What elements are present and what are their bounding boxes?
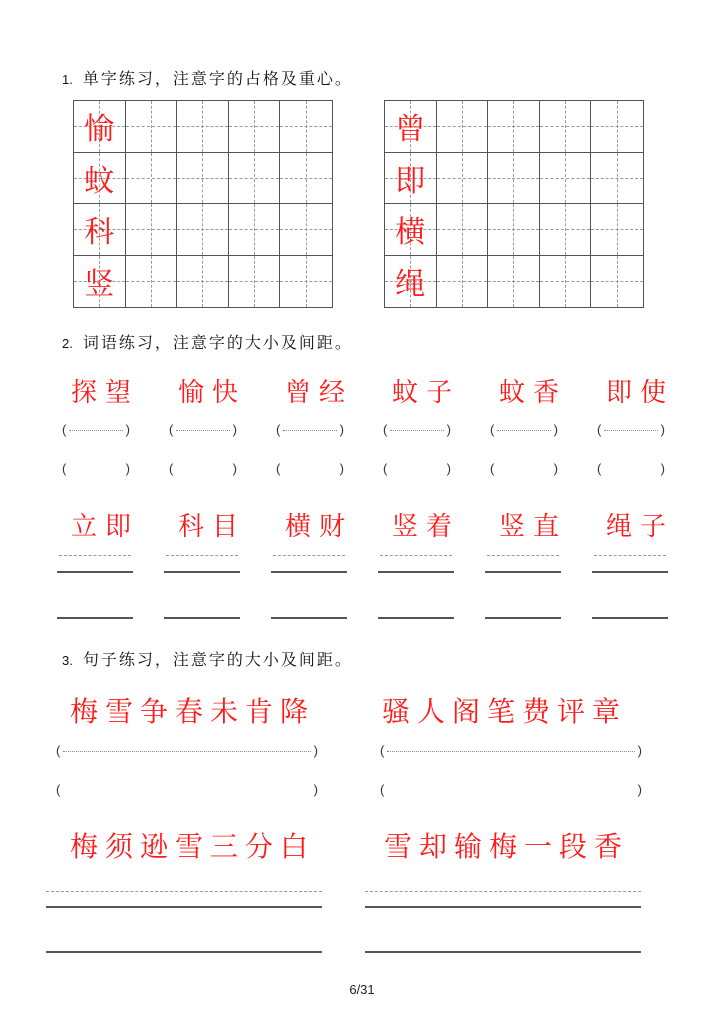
dotted-guide xyxy=(604,430,658,431)
practice-cell[interactable] xyxy=(488,153,540,205)
model-char-cell xyxy=(385,256,437,308)
paren-open: ( xyxy=(169,422,174,437)
paren-open: ( xyxy=(383,422,388,437)
tianzige-grid-left xyxy=(73,100,333,308)
writing-line[interactable] xyxy=(164,617,240,619)
model-word: 立即 xyxy=(70,512,139,542)
model-sentence: 雪却输梅一段香 xyxy=(384,830,630,863)
pinyin-answer-field[interactable] xyxy=(490,422,558,438)
practice-cell[interactable] xyxy=(126,101,178,153)
answer-field[interactable] xyxy=(276,461,344,477)
practice-cell[interactable] xyxy=(488,256,540,308)
writing-line[interactable] xyxy=(592,571,668,573)
model-word: 横财 xyxy=(284,512,353,542)
section-1-heading xyxy=(62,66,353,89)
model-char: 横 xyxy=(395,215,426,251)
paren-open: ( xyxy=(490,422,495,437)
paren-close: ) xyxy=(232,422,237,437)
paren-open: ( xyxy=(62,422,67,437)
model-word: 蚊子 xyxy=(391,378,460,408)
practice-cell[interactable] xyxy=(540,256,592,308)
paren-open: ( xyxy=(380,743,385,758)
paren-open: ( xyxy=(56,743,61,758)
model-char: 即 xyxy=(395,163,426,199)
model-sentence: 骚人阁笔费评章 xyxy=(382,695,628,728)
dotted-guide xyxy=(387,751,635,752)
practice-cell[interactable] xyxy=(229,204,281,256)
writing-line[interactable] xyxy=(592,617,668,619)
paren-close: ) xyxy=(339,422,344,437)
model-word: 愉快 xyxy=(177,378,246,408)
paren-open: ( xyxy=(383,461,388,476)
paren-close: ) xyxy=(660,461,665,476)
model-char-cell xyxy=(74,256,126,308)
dotted-guide-line xyxy=(365,891,641,892)
dotted-guide-line xyxy=(166,555,238,556)
dotted-guide xyxy=(283,430,337,431)
writing-line[interactable] xyxy=(378,617,454,619)
section-2-title: 词语练习，注意字的大小及间距。 xyxy=(82,333,353,352)
dotted-guide xyxy=(63,751,311,752)
section-2-heading xyxy=(62,330,353,353)
paren-open: ( xyxy=(380,782,385,797)
model-char-cell xyxy=(74,204,126,256)
dotted-guide-line xyxy=(59,555,131,556)
practice-cell[interactable] xyxy=(437,153,489,205)
writing-line[interactable] xyxy=(46,951,322,953)
pinyin-answer-field[interactable] xyxy=(169,422,237,438)
practice-cell[interactable] xyxy=(591,256,643,308)
model-char-cell xyxy=(74,153,126,205)
model-word: 竖直 xyxy=(498,512,567,542)
model-sentence: 梅雪争春未肯降 xyxy=(70,695,316,728)
pinyin-answer-field[interactable] xyxy=(383,422,451,438)
paren-close: ) xyxy=(553,461,558,476)
paren-close: ) xyxy=(313,782,318,797)
model-word: 蚊香 xyxy=(498,378,567,408)
paren-open: ( xyxy=(490,461,495,476)
model-word: 即使 xyxy=(605,378,674,408)
answer-field[interactable] xyxy=(62,461,130,477)
section-3-title: 句子练习，注意字的大小及间距。 xyxy=(82,650,353,669)
dotted-guide xyxy=(69,430,123,431)
practice-cell[interactable] xyxy=(591,101,643,153)
paren-close: ) xyxy=(446,461,451,476)
practice-cell[interactable] xyxy=(540,153,592,205)
paren-open: ( xyxy=(169,461,174,476)
practice-cell[interactable] xyxy=(177,101,229,153)
answer-field[interactable] xyxy=(383,461,451,477)
writing-line[interactable] xyxy=(271,617,347,619)
paren-close: ) xyxy=(232,461,237,476)
dotted-guide xyxy=(390,430,444,431)
model-char-cell xyxy=(385,101,437,153)
practice-cell[interactable] xyxy=(177,256,229,308)
paren-close: ) xyxy=(125,422,130,437)
model-char: 蚊 xyxy=(84,163,115,199)
pinyin-answer-field[interactable] xyxy=(62,422,130,438)
practice-cell[interactable] xyxy=(280,256,332,308)
answer-field[interactable] xyxy=(56,782,318,798)
practice-cell[interactable] xyxy=(437,204,489,256)
dotted-guide-line xyxy=(487,555,559,556)
section-1-number: 1. xyxy=(62,72,73,87)
practice-cell[interactable] xyxy=(126,153,178,205)
model-word: 绳子 xyxy=(605,512,674,542)
paren-open: ( xyxy=(62,461,67,476)
writing-line[interactable] xyxy=(365,951,641,953)
pinyin-answer-field[interactable] xyxy=(276,422,344,438)
model-char: 曾 xyxy=(395,112,426,148)
paren-open: ( xyxy=(597,461,602,476)
paren-close: ) xyxy=(339,461,344,476)
dotted-guide-line xyxy=(273,555,345,556)
practice-cell[interactable] xyxy=(177,204,229,256)
paren-open: ( xyxy=(276,422,281,437)
practice-cell[interactable] xyxy=(280,101,332,153)
model-char-cell xyxy=(74,101,126,153)
practice-cell[interactable] xyxy=(280,204,332,256)
practice-cell[interactable] xyxy=(591,204,643,256)
section-1-title: 单字练习，注意字的占格及重心。 xyxy=(82,69,353,88)
paren-open: ( xyxy=(56,782,61,797)
answer-field[interactable] xyxy=(490,461,558,477)
practice-cell[interactable] xyxy=(177,153,229,205)
writing-line[interactable] xyxy=(365,906,641,908)
practice-cell[interactable] xyxy=(229,101,281,153)
paren-close: ) xyxy=(660,422,665,437)
practice-cell[interactable] xyxy=(437,256,489,308)
practice-cell[interactable] xyxy=(437,101,489,153)
dotted-guide-line xyxy=(594,555,666,556)
paren-open: ( xyxy=(597,422,602,437)
tianzige-grid-right xyxy=(384,100,644,308)
pinyin-answer-field[interactable] xyxy=(597,422,665,438)
model-sentence: 梅须逊雪三分白 xyxy=(70,830,316,863)
pinyin-answer-field[interactable] xyxy=(56,743,318,759)
pinyin-answer-field[interactable] xyxy=(380,743,642,759)
writing-line[interactable] xyxy=(46,906,322,908)
dotted-guide xyxy=(176,430,230,431)
model-char-cell xyxy=(385,204,437,256)
section-3-number: 3. xyxy=(62,653,73,668)
practice-cell[interactable] xyxy=(540,204,592,256)
model-char: 愉 xyxy=(84,112,115,148)
practice-cell[interactable] xyxy=(488,204,540,256)
section-2-number: 2. xyxy=(62,336,73,351)
practice-cell[interactable] xyxy=(126,204,178,256)
paren-close: ) xyxy=(637,782,642,797)
paren-close: ) xyxy=(313,743,318,758)
model-char: 绳 xyxy=(395,267,426,303)
practice-cell[interactable] xyxy=(229,153,281,205)
writing-line[interactable] xyxy=(485,571,561,573)
model-word: 竖着 xyxy=(391,512,460,542)
model-word: 探望 xyxy=(70,378,139,408)
practice-cell[interactable] xyxy=(488,101,540,153)
page-number: 6/31 xyxy=(349,982,375,997)
model-char: 科 xyxy=(84,215,115,251)
dotted-guide xyxy=(497,430,551,431)
model-char-cell xyxy=(385,153,437,205)
dotted-guide-line xyxy=(380,555,452,556)
dotted-guide-line xyxy=(46,891,322,892)
paren-close: ) xyxy=(446,422,451,437)
writing-line[interactable] xyxy=(164,571,240,573)
answer-field[interactable] xyxy=(597,461,665,477)
model-word: 科目 xyxy=(177,512,246,542)
practice-cell[interactable] xyxy=(126,256,178,308)
paren-open: ( xyxy=(276,461,281,476)
paren-close: ) xyxy=(125,461,130,476)
paren-close: ) xyxy=(637,743,642,758)
model-word: 曾经 xyxy=(284,378,353,408)
practice-cell[interactable] xyxy=(280,153,332,205)
writing-line[interactable] xyxy=(485,617,561,619)
section-3-heading xyxy=(62,647,353,670)
model-char: 竖 xyxy=(84,267,115,303)
writing-line[interactable] xyxy=(271,571,347,573)
practice-cell[interactable] xyxy=(229,256,281,308)
writing-line[interactable] xyxy=(378,571,454,573)
answer-field[interactable] xyxy=(380,782,642,798)
writing-line[interactable] xyxy=(57,617,133,619)
answer-field[interactable] xyxy=(169,461,237,477)
practice-cell[interactable] xyxy=(591,153,643,205)
writing-line[interactable] xyxy=(57,571,133,573)
practice-cell[interactable] xyxy=(540,101,592,153)
paren-close: ) xyxy=(553,422,558,437)
